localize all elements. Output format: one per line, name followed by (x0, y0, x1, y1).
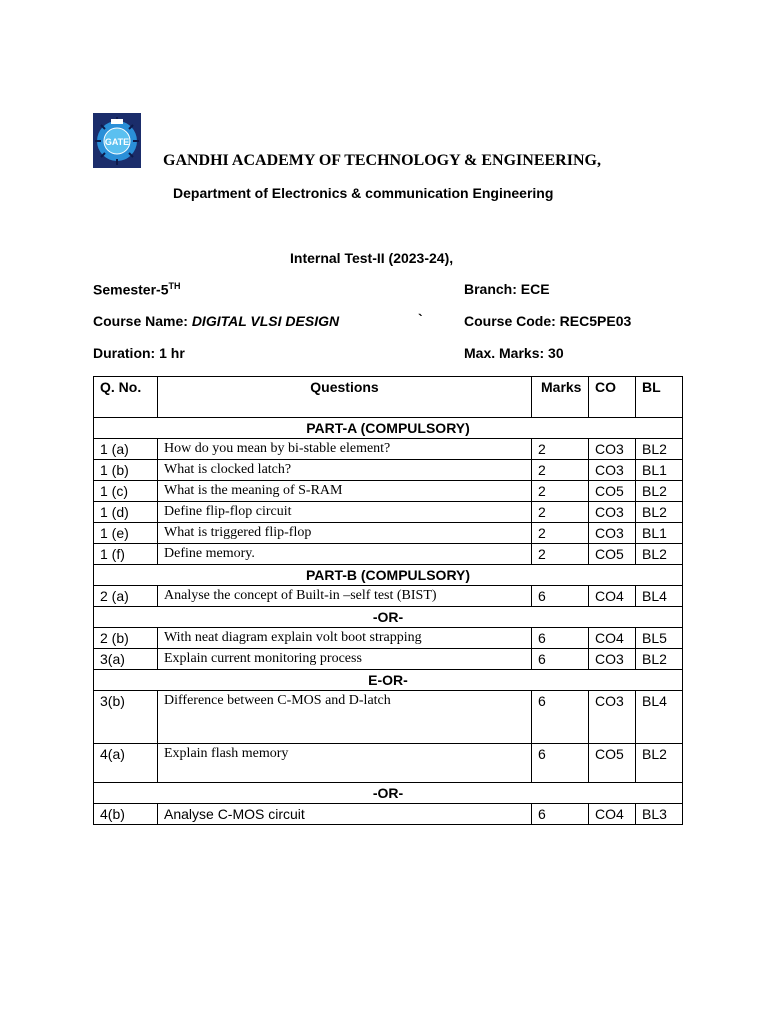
bl-cell: BL2 (636, 502, 683, 523)
test-title: Internal Test-II (2023-24), (290, 250, 454, 266)
qno-cell: 1 (f) (94, 544, 158, 565)
or-divider: -OR- (94, 783, 683, 804)
question-cell: Difference between C-MOS and D-latch (158, 691, 532, 744)
qno-cell: 1 (d) (94, 502, 158, 523)
bl-cell: BL4 (636, 586, 683, 607)
branch: Branch: ECE (464, 281, 550, 297)
table-header-row (94, 377, 683, 418)
co-cell: CO3 (589, 691, 636, 744)
bl-cell: BL2 (636, 744, 683, 783)
table-row (94, 544, 683, 565)
question-cell: What is clocked latch? (158, 460, 532, 481)
bl-cell: BL2 (636, 544, 683, 565)
qno-cell: 1 (b) (94, 460, 158, 481)
or-row (94, 783, 683, 804)
question-cell: Define flip-flop circuit (158, 502, 532, 523)
bl-cell: BL5 (636, 628, 683, 649)
marks-cell: 2 (532, 439, 589, 460)
co-cell: CO3 (589, 649, 636, 670)
bl-cell: BL2 (636, 439, 683, 460)
qno-cell: 2 (b) (94, 628, 158, 649)
qno-cell: 3(a) (94, 649, 158, 670)
bl-cell: BL2 (636, 481, 683, 502)
bl-cell: BL2 (636, 649, 683, 670)
bl-cell: BL4 (636, 691, 683, 744)
qno-cell: 1 (a) (94, 439, 158, 460)
course-name (93, 313, 339, 329)
question-cell: Analyse C-MOS circuit (158, 804, 532, 825)
qno-cell: 1 (c) (94, 481, 158, 502)
table-row (94, 460, 683, 481)
header-qno: Q. No. (94, 377, 158, 418)
max-marks: Max. Marks: 30 (464, 345, 564, 361)
part-a-heading: PART-A (COMPULSORY) (94, 418, 683, 439)
part-b-heading: PART-B (COMPULSORY) (94, 565, 683, 586)
header-marks: Marks (532, 377, 589, 418)
tick-mark: ` (418, 311, 423, 327)
table-row (94, 804, 683, 825)
co-cell: CO3 (589, 502, 636, 523)
eor-divider: E-OR- (94, 670, 683, 691)
or-row (94, 607, 683, 628)
qno-cell: 4(a) (94, 744, 158, 783)
co-cell: CO4 (589, 804, 636, 825)
marks-cell: 6 (532, 744, 589, 783)
question-table (93, 376, 683, 825)
qno-cell: 3(b) (94, 691, 158, 744)
course-code: Course Code: REC5PE03 (464, 313, 632, 329)
marks-cell: 6 (532, 628, 589, 649)
marks-cell: 2 (532, 544, 589, 565)
question-cell: Define memory. (158, 544, 532, 565)
marks-cell: 6 (532, 586, 589, 607)
duration: Duration: 1 hr (93, 345, 185, 361)
table-row (94, 649, 683, 670)
question-cell: How do you mean by bi-stable element? (158, 439, 532, 460)
table-row (94, 691, 683, 744)
semester-sup: TH (168, 281, 181, 291)
question-cell: What is the meaning of S-RAM (158, 481, 532, 502)
co-cell: CO3 (589, 523, 636, 544)
course-name-label: Course Name: (93, 313, 192, 329)
header-questions: Questions (158, 377, 532, 418)
or-divider: -OR- (94, 607, 683, 628)
co-cell: CO3 (589, 439, 636, 460)
table-row (94, 502, 683, 523)
bl-cell: BL1 (636, 460, 683, 481)
table-row (94, 481, 683, 502)
part-b-row (94, 565, 683, 586)
table-row (94, 523, 683, 544)
question-cell: Analyse the concept of Built-in –self test (BIST) (158, 586, 532, 607)
department-name: Department of Electronics & communication Engineering (173, 185, 554, 201)
co-cell: CO5 (589, 744, 636, 783)
course-name-value: DIGITAL VLSI DESIGN (191, 313, 340, 329)
logo-text: GATE (104, 137, 130, 147)
semester-label: Semester-5 (93, 281, 169, 298)
marks-cell: 2 (532, 460, 589, 481)
co-cell: CO4 (589, 628, 636, 649)
qno-cell: 2 (a) (94, 586, 158, 607)
marks-cell: 6 (532, 691, 589, 744)
college-name: GANDHI ACADEMY OF TECHNOLOGY & ENGINEERING, (163, 152, 601, 169)
table-row (94, 439, 683, 460)
header-bl: BL (636, 377, 683, 418)
marks-cell: 2 (532, 502, 589, 523)
qno-cell: 4(b) (94, 804, 158, 825)
co-cell: CO3 (589, 460, 636, 481)
question-cell: Explain current monitoring process (158, 649, 532, 670)
eor-row (94, 670, 683, 691)
co-cell: CO5 (589, 544, 636, 565)
header-co: CO (589, 377, 636, 418)
qno-cell: 1 (e) (94, 523, 158, 544)
question-cell: Explain flash memory (158, 744, 532, 783)
part-a-row (94, 418, 683, 439)
question-cell: With neat diagram explain volt boot strapping (158, 628, 532, 649)
bl-cell: BL1 (636, 523, 683, 544)
marks-cell: 2 (532, 481, 589, 502)
college-logo (93, 113, 141, 168)
marks-cell: 2 (532, 523, 589, 544)
marks-cell: 6 (532, 804, 589, 825)
question-cell: What is triggered flip-flop (158, 523, 532, 544)
table-row (94, 628, 683, 649)
co-cell: CO5 (589, 481, 636, 502)
table-row (94, 586, 683, 607)
table-row (94, 744, 683, 783)
semester (93, 281, 181, 298)
co-cell: CO4 (589, 586, 636, 607)
bl-cell: BL3 (636, 804, 683, 825)
marks-cell: 6 (532, 649, 589, 670)
